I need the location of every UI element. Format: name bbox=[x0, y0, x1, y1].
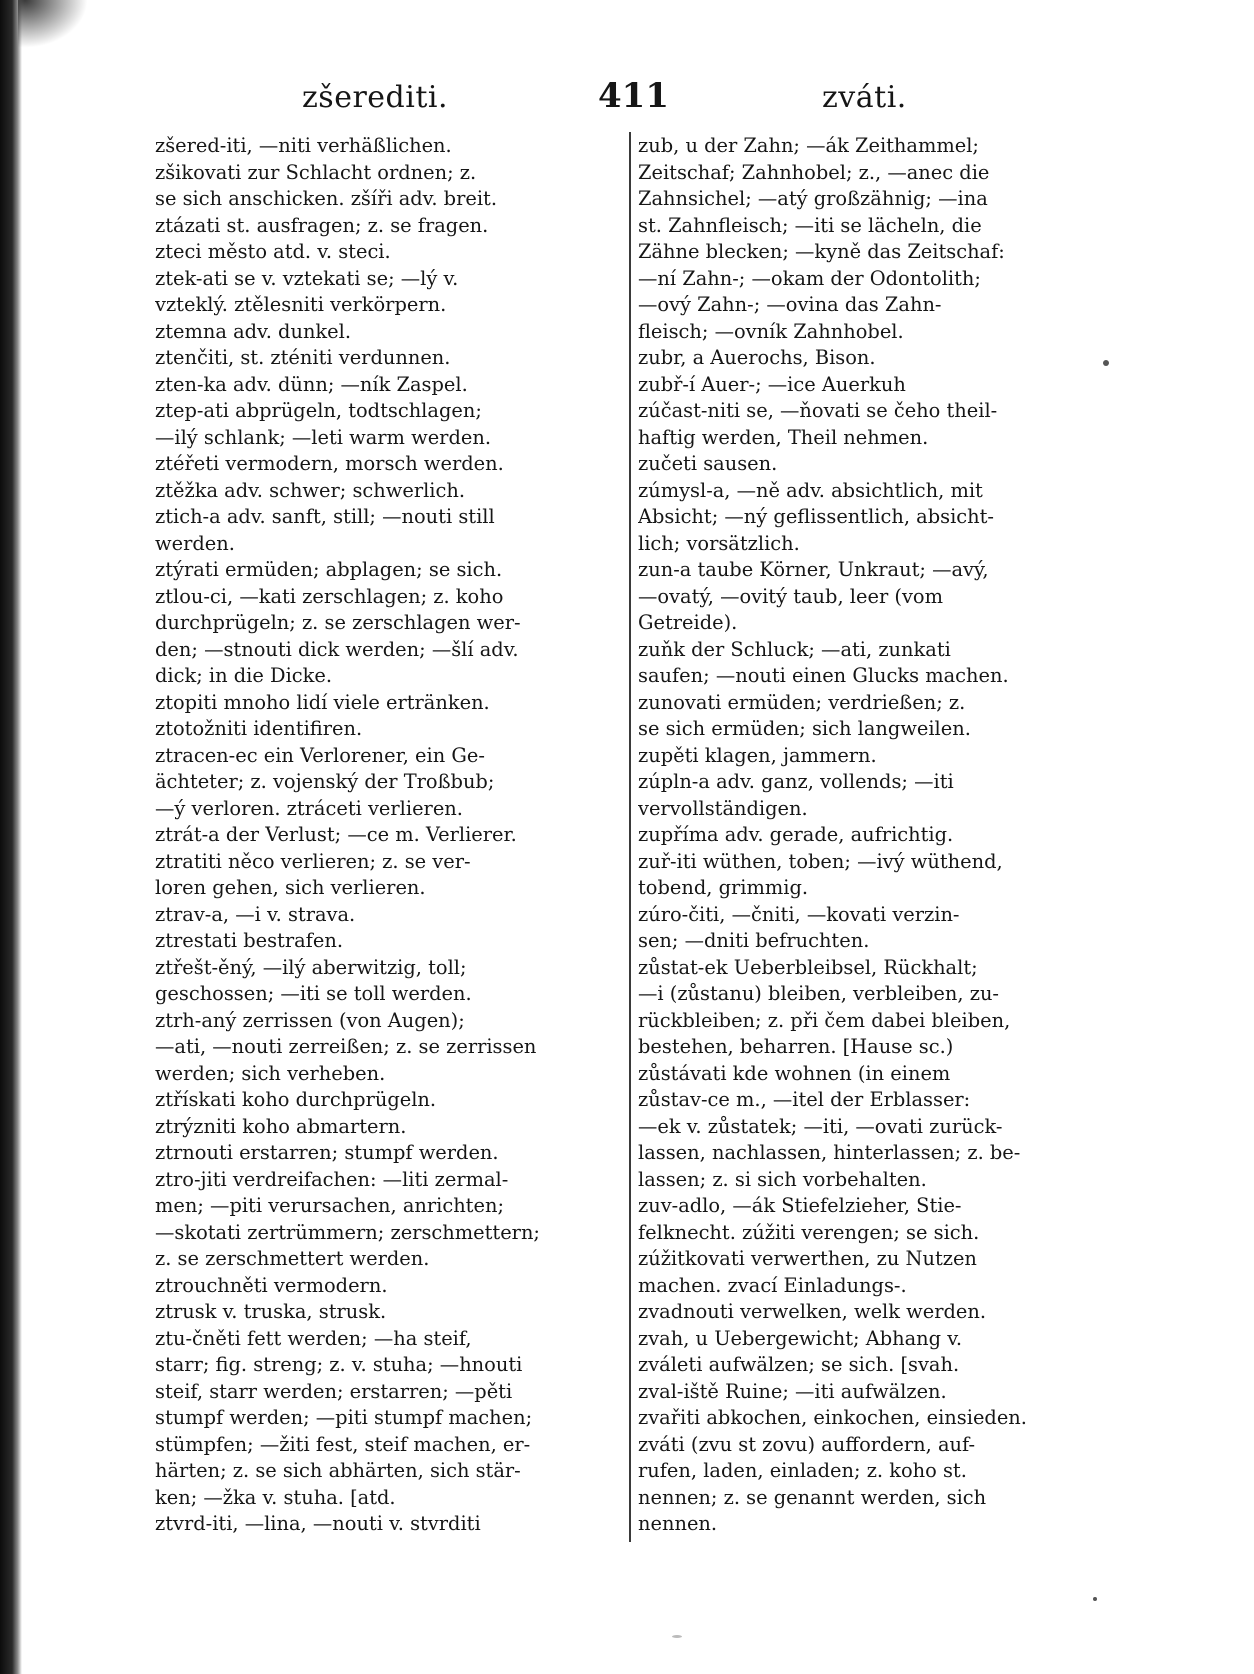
dictionary-line: ztřešt-ěný, —ilý aberwitzig, toll; bbox=[155, 955, 467, 979]
dictionary-line: dick; in die Dicke. bbox=[155, 664, 333, 687]
dictionary-line: durchprügeln; z. se zerschlagen wer- bbox=[155, 611, 521, 634]
dictionary-line: —ek v. zůstatek; —iti, —ovati zurück- bbox=[638, 1114, 1003, 1138]
dictionary-line: ztu-čněti fett werden; —ha steif, bbox=[155, 1326, 472, 1350]
dictionary-line: saufen; —nouti einen Glucks machen. bbox=[638, 664, 1009, 687]
dictionary-line: steif, starr werden; erstarren; —pěti bbox=[155, 1379, 513, 1403]
dictionary-line: ztek-ati se v. vztekati se; —lý v. bbox=[155, 266, 459, 290]
spine-corner-shadow bbox=[18, 0, 88, 48]
dictionary-line: zučeti sausen. bbox=[638, 452, 778, 475]
dictionary-line: ztracen-ec ein Verlorener, ein Ge- bbox=[155, 743, 485, 767]
dictionary-line: ztrusk v. truska, strusk. bbox=[155, 1300, 387, 1323]
dictionary-line: zuv-adlo, —ák Stiefelzieher, Stie- bbox=[638, 1194, 962, 1217]
dictionary-line: ztrav-a, —i v. strava. bbox=[155, 902, 356, 926]
dictionary-line: ztrh-aný zerrissen (von Augen); bbox=[155, 1008, 465, 1032]
dictionary-line: zuňk der Schluck; —ati, zunkati bbox=[638, 637, 951, 661]
dictionary-line: zúčast-niti se, —ňovati se čeho theil- bbox=[638, 399, 998, 422]
dictionary-line: nennen; z. se genannt werden, sich bbox=[638, 1485, 987, 1509]
dictionary-line: werden; sich verheben. bbox=[155, 1061, 386, 1085]
dictionary-line: starr; fig. streng; z. v. stuha; —hnouti bbox=[155, 1353, 523, 1376]
dictionary-line: felknecht. zúžiti verengen; se sich. bbox=[638, 1220, 980, 1244]
dictionary-line: fleisch; —ovník Zahnhobel. bbox=[638, 319, 904, 343]
header-first-entry: zšerediti. bbox=[302, 80, 449, 115]
dictionary-line: zvadnouti verwelken, welk werden. bbox=[638, 1300, 987, 1323]
dictionary-line: tobend, grimmig. bbox=[638, 876, 809, 899]
dictionary-line: zúpln-a adv. ganz, vollends; —iti bbox=[638, 770, 954, 793]
dictionary-line: den; —stnouti dick werden; —šlí adv. bbox=[155, 637, 519, 661]
dictionary-line: zun-a taube Körner, Unkraut; —avý, bbox=[638, 558, 989, 581]
dictionary-line: ztvrd-iti, —lina, —nouti v. stvrditi bbox=[155, 1512, 481, 1535]
dictionary-line: ächteter; z. vojenský der Troßbub; bbox=[155, 770, 495, 793]
dictionary-line: zúžitkovati verwerthen, zu Nutzen bbox=[638, 1247, 977, 1270]
dictionary-line: lassen, nachlassen, hinterlassen; z. be- bbox=[638, 1141, 1021, 1164]
dictionary-line: ztrýzniti koho abmartern. bbox=[155, 1114, 407, 1138]
dictionary-line: zubr, a Auerochs, Bison. bbox=[638, 346, 876, 369]
dictionary-line: zval-iště Ruine; —iti aufwälzen. bbox=[638, 1379, 947, 1403]
dictionary-line: ztrát-a der Verlust; —ce m. Verlierer. bbox=[155, 823, 517, 846]
dictionary-line: lassen; z. si sich vorbehalten. bbox=[638, 1167, 927, 1191]
left-column bbox=[155, 133, 629, 1538]
dictionary-line: zunovati ermüden; verdrießen; z. bbox=[638, 690, 966, 714]
page-number: 411 bbox=[598, 76, 669, 116]
dictionary-line: —ati, —nouti zerreißen; z. se zerrissen bbox=[155, 1035, 537, 1058]
dictionary-line: zváleti aufwälzen; se sich. [svah. bbox=[638, 1353, 960, 1376]
dictionary-line: zůstávati kde wohnen (in einem bbox=[638, 1061, 951, 1085]
dictionary-line: zúmysl-a, —ně adv. absichtlich, mit bbox=[638, 478, 983, 502]
dictionary-line: werden. bbox=[155, 531, 235, 555]
dictionary-line: zteci město atd. v. steci. bbox=[155, 240, 391, 263]
dictionary-line: machen. zvací Einladungs-. bbox=[638, 1273, 907, 1297]
dictionary-line: bestehen, beharren. [Hause sc.) bbox=[638, 1035, 954, 1058]
dictionary-line: ken; —žka v. stuha. [atd. bbox=[155, 1485, 396, 1509]
dictionary-line: ztich-a adv. sanft, still; —nouti still bbox=[155, 505, 495, 528]
dictionary-line: lich; vorsätzlich. bbox=[638, 531, 800, 555]
dictionary-line: Getreide). bbox=[638, 611, 738, 634]
dictionary-line: men; —piti verursachen, anrichten; bbox=[155, 1194, 504, 1217]
dictionary-line: se sich anschicken. zšíři adv. breit. bbox=[155, 187, 497, 210]
dictionary-line: ztrestati bestrafen. bbox=[155, 929, 343, 952]
dictionary-line: ztlou-ci, —kati zerschlagen; z. koho bbox=[155, 584, 504, 608]
dictionary-line: geschossen; —iti se toll werden. bbox=[155, 982, 472, 1005]
dictionary-line: zupěti klagen, jammern. bbox=[638, 743, 877, 767]
dictionary-line: Absicht; —ný geflissentlich, absicht- bbox=[638, 505, 994, 528]
dictionary-line: vzteklý. ztělesniti verkörpern. bbox=[155, 293, 447, 316]
dictionary-line: zten-ka adv. dünn; —ník Zaspel. bbox=[155, 372, 468, 396]
dictionary-line: —ý verloren. ztráceti verlieren. bbox=[155, 796, 463, 820]
dictionary-line: rufen, laden, einladen; z. koho st. bbox=[638, 1459, 967, 1482]
dictionary-line: ztopiti mnoho lidí viele ertränken. bbox=[155, 690, 490, 714]
dictionary-line: zvařiti abkochen, einkochen, einsieden. bbox=[638, 1406, 1027, 1429]
page-header bbox=[0, 76, 1254, 120]
dictionary-line: Zähne blecken; —kyně das Zeitschaf: bbox=[638, 240, 1005, 263]
dictionary-line: st. Zahnfleisch; —iti se lächeln, die bbox=[638, 213, 982, 237]
dictionary-line: rückbleiben; z. při čem dabei bleiben, bbox=[638, 1008, 1011, 1032]
dictionary-line: Zahnsichel; —atý großzähnig; —ina bbox=[638, 187, 988, 210]
dictionary-line: ztratiti něco verlieren; z. se ver- bbox=[155, 849, 471, 873]
dictionary-line: ztenčiti, st. zténiti verdunnen. bbox=[155, 346, 451, 369]
dictionary-line: ztázati st. ausfragen; z. se fragen. bbox=[155, 213, 489, 237]
dictionary-line: ztotožniti identifiren. bbox=[155, 717, 363, 740]
dictionary-line: —ilý schlank; —leti warm werden. bbox=[155, 425, 491, 449]
dictionary-line: Zeitschaf; Zahnhobel; z., —anec die bbox=[638, 160, 990, 184]
dictionary-line: nennen. bbox=[638, 1512, 718, 1535]
dictionary-line: ztemna adv. dunkel. bbox=[155, 319, 352, 343]
right-column bbox=[638, 133, 1106, 1538]
header-last-entry: zváti. bbox=[822, 80, 907, 115]
dictionary-line: vervollständigen. bbox=[638, 796, 808, 820]
dictionary-line: zšikovati zur Schlacht ordnen; z. bbox=[155, 160, 477, 184]
dictionary-line: ztěžka adv. schwer; schwerlich. bbox=[155, 478, 466, 502]
print-speck bbox=[672, 1635, 682, 1638]
column-divider bbox=[629, 132, 631, 1542]
dictionary-line: —skotati zertrümmern; zerschmettern; bbox=[155, 1220, 540, 1244]
dictionary-line: sen; —dniti befruchten. bbox=[638, 929, 870, 952]
dictionary-line: zšered-iti, —niti verhäßlichen. bbox=[155, 134, 452, 157]
dictionary-line: zubř-í Auer-; —ice Auerkuh bbox=[638, 372, 906, 396]
dictionary-line: haftig werden, Theil nehmen. bbox=[638, 425, 929, 449]
dictionary-line: zupříma adv. gerade, aufrichtig. bbox=[638, 823, 954, 846]
dictionary-line: zúro-čiti, —čniti, —kovati verzin- bbox=[638, 902, 960, 926]
dictionary-line: stumpf werden; —piti stumpf machen; bbox=[155, 1406, 533, 1429]
dictionary-line: loren gehen, sich verlieren. bbox=[155, 876, 426, 899]
dictionary-line: —ovatý, —ovitý taub, leer (vom bbox=[638, 584, 943, 608]
dictionary-line: ztep-ati abprügeln, todtschlagen; bbox=[155, 399, 482, 422]
dictionary-line: ztéřeti vermodern, morsch werden. bbox=[155, 452, 504, 475]
dictionary-line: zváti (zvu st zovu) auffordern, auf- bbox=[638, 1432, 976, 1456]
dictionary-line: z. se zerschmettert werden. bbox=[155, 1247, 430, 1270]
dictionary-line: härten; z. se sich abhärten, sich stär- bbox=[155, 1459, 521, 1482]
dictionary-line: zůstav-ce m., —itel der Erblasser: bbox=[638, 1088, 971, 1111]
dictionary-line: zub, u der Zahn; —ák Zeithammel; bbox=[638, 134, 979, 157]
dictionary-line: zvah, u Uebergewicht; Abhang v. bbox=[638, 1326, 963, 1350]
dictionary-line: ztrouchněti vermodern. bbox=[155, 1273, 388, 1297]
dictionary-line: —ový Zahn-; —ovina das Zahn- bbox=[638, 293, 942, 316]
book-spine-shadow bbox=[0, 0, 22, 1674]
print-speck bbox=[1093, 1597, 1097, 1601]
print-speck bbox=[1103, 360, 1109, 366]
dictionary-line: ztro-jiti verdreifachen: —liti zermal- bbox=[155, 1167, 509, 1191]
dictionary-line: zuř-iti wüthen, toben; —ivý wüthend, bbox=[638, 849, 1003, 873]
dictionary-line: se sich ermüden; sich langweilen. bbox=[638, 717, 971, 740]
dictionary-line: —ní Zahn-; —okam der Odontolith; bbox=[638, 266, 981, 290]
dictionary-line: stümpfen; —žiti fest, steif machen, er- bbox=[155, 1432, 531, 1456]
dictionary-line: ztrnouti erstarren; stumpf werden. bbox=[155, 1141, 499, 1164]
dictionary-line: ztřískati koho durchprügeln. bbox=[155, 1088, 437, 1111]
dictionary-line: —i (zůstanu) bleiben, verbleiben, zu- bbox=[638, 982, 999, 1005]
dictionary-line: ztýrati ermüden; abplagen; se sich. bbox=[155, 558, 503, 581]
dictionary-line: zůstat-ek Ueberbleibsel, Rückhalt; bbox=[638, 955, 978, 979]
